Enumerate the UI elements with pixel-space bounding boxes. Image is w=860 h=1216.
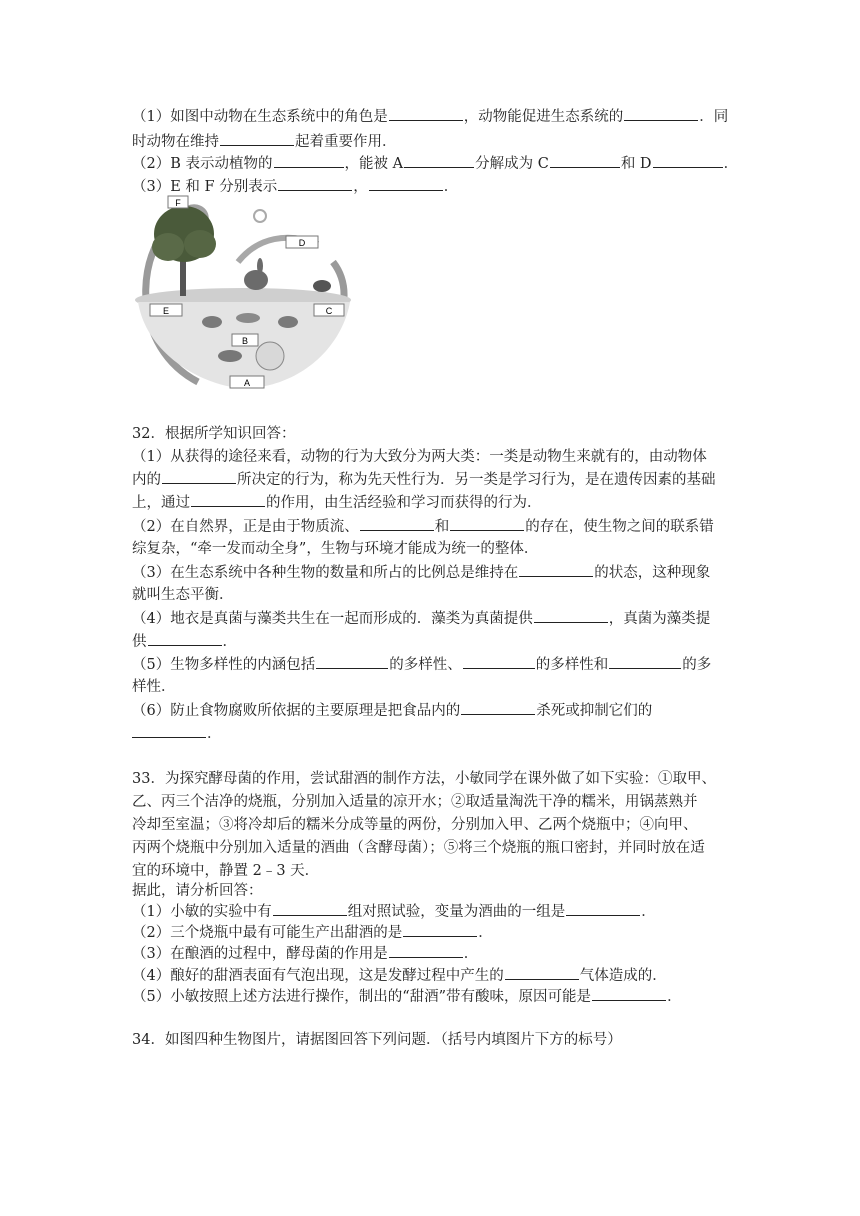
svg-text:A: A: [243, 378, 251, 388]
answer-blank[interactable]: [132, 723, 206, 738]
q32-line-10: （5）生物多样性的内涵包括 的多样性、 的多样性和 的多: [132, 654, 711, 675]
q32-line-7: 就叫生态平衡．: [132, 587, 234, 603]
answer-blank[interactable]: [273, 901, 347, 916]
answer-blank[interactable]: [389, 106, 463, 121]
answer-blank[interactable]: [461, 700, 535, 715]
q32-line-4: （2）在自然界，正是由于物质流、 和 的存在，使生物之间的联系错: [132, 516, 714, 537]
svg-text:E: E: [162, 306, 170, 316]
q33-line-5: 宜的环境中，静置 2﹣3 天．: [132, 863, 320, 879]
ecosystem-cycle-figure: [128, 192, 356, 392]
q32-line-3: 上，通过 的作用，由生活经验和学习而获得的行为．: [132, 492, 542, 513]
answer-blank[interactable]: [278, 176, 352, 191]
answer-blank[interactable]: [566, 901, 640, 916]
q32-line-11: 样性．: [132, 679, 176, 695]
sun-icon: [254, 210, 266, 222]
answer-blank[interactable]: [463, 654, 535, 669]
answer-blank[interactable]: [404, 153, 474, 168]
q33-line-9: （3）在酿酒的过程中，酵母菌的作用是 ．: [132, 943, 478, 964]
q33-line-11: （5）小敏按照上述方法进行操作，制出的“甜酒”带有酸味，原因可能是 ．: [132, 986, 682, 1007]
q31-line-1: （1）如图中动物在生态系统中的角色是 ，动物能促进生态系统的 ．同: [132, 106, 728, 127]
q31-line-4: （3）E 和 F 分别表示 ， ．: [132, 176, 458, 197]
q32-line-2: 内的 所决定的行为，称为先天性行为．另一类是学习行为，是在遗传因素的基础: [132, 469, 716, 490]
answer-blank[interactable]: [534, 608, 608, 623]
q32-line-1: （1）从获得的途径来看，动物的行为大致分为两大类：一类是动物生来就有的，由动物体: [132, 449, 707, 465]
q33-line-3: 冷却至室温；③将冷却后的糯米分成等量的两份，分别加入甲、乙两个烧瓶中；④向甲、: [132, 817, 698, 833]
answer-blank[interactable]: [360, 516, 434, 531]
svg-text:F: F: [175, 198, 181, 208]
q31-line-3: （2）B 表示动植物的 ，能被 A 分解成为 C 和 D ．: [132, 153, 738, 174]
microbe-circle: [256, 342, 284, 370]
q33-line-8: （2）三个烧瓶中最有可能生产出甜酒的是 ．: [132, 922, 493, 943]
answer-blank[interactable]: [369, 176, 443, 191]
q32-line-5: 综复杂，“牵一发而动全身”，生物与环境才能成为统一的整体．: [132, 541, 539, 557]
answer-blank[interactable]: [592, 986, 666, 1001]
answer-blank[interactable]: [450, 516, 524, 531]
answer-blank[interactable]: [148, 631, 222, 646]
q32-line-6: （3）在生态系统中各种生物的数量和所占的比例总是维持在 的状态，这种现象: [132, 562, 710, 583]
answer-blank[interactable]: [403, 922, 477, 937]
animal-icon: [313, 280, 331, 292]
answer-blank[interactable]: [609, 654, 681, 669]
q33-line-2: 乙、丙三个洁净的烧瓶，分别加入适量的凉开水；②取适量淘洗干净的糯米，用锅蒸熟并: [132, 794, 698, 810]
answer-blank[interactable]: [191, 492, 265, 507]
q31-line-2: 时动物在维持 起着重要作用．: [132, 131, 397, 152]
answer-blank[interactable]: [653, 153, 723, 168]
q33-line-4: 丙两个烧瓶中分别加入适量的酒曲（含酵母菌）；⑤将三个烧瓶的瓶口密封，并同时放在适: [132, 840, 705, 856]
q33-line-6: 据此，请分析回答：: [132, 883, 263, 899]
answer-blank[interactable]: [550, 153, 620, 168]
answer-blank[interactable]: [505, 965, 579, 980]
answer-blank[interactable]: [624, 106, 698, 121]
svg-text:D: D: [298, 238, 306, 248]
q34-line-1: 34．如图四种生物图片，请据图回答下列问题．（括号内填图片下方的标号）: [132, 1032, 622, 1048]
q33-line-1: 33．为探究酵母菌的作用，尝试甜酒的制作方法，小敏同学在课外做了如下实验：①取甲、: [132, 771, 716, 787]
svg-text:B: B: [241, 336, 249, 346]
q32-line-12: （6）防止食物腐败所依据的主要原理是把食品内的 杀死或抑制它们的: [132, 700, 652, 721]
answer-blank[interactable]: [316, 654, 388, 669]
q32-line-13: ．: [132, 723, 222, 744]
ecosystem-illustration: [128, 192, 356, 392]
answer-blank[interactable]: [389, 943, 463, 958]
answer-blank[interactable]: [519, 562, 593, 577]
q32-line-9: 供 ．: [132, 631, 237, 652]
q32-title: 32．根据所学知识回答：: [132, 426, 296, 442]
answer-blank[interactable]: [274, 153, 344, 168]
answer-blank[interactable]: [220, 131, 294, 146]
answer-blank[interactable]: [162, 469, 236, 484]
q33-line-10: （4）酿好的甜酒表面有气泡出现，这是发酵过程中产生的 气体造成的．: [132, 965, 667, 986]
rabbit-icon: [244, 270, 268, 290]
q32-line-8: （4）地衣是真菌与藻类共生在一起而形成的．藻类为真菌提供 ，真菌为藻类提: [132, 608, 710, 629]
svg-text:C: C: [325, 306, 333, 316]
q33-line-7: （1）小敏的实验中有 组对照试验，变量为酒曲的一组是 ．: [132, 901, 656, 922]
